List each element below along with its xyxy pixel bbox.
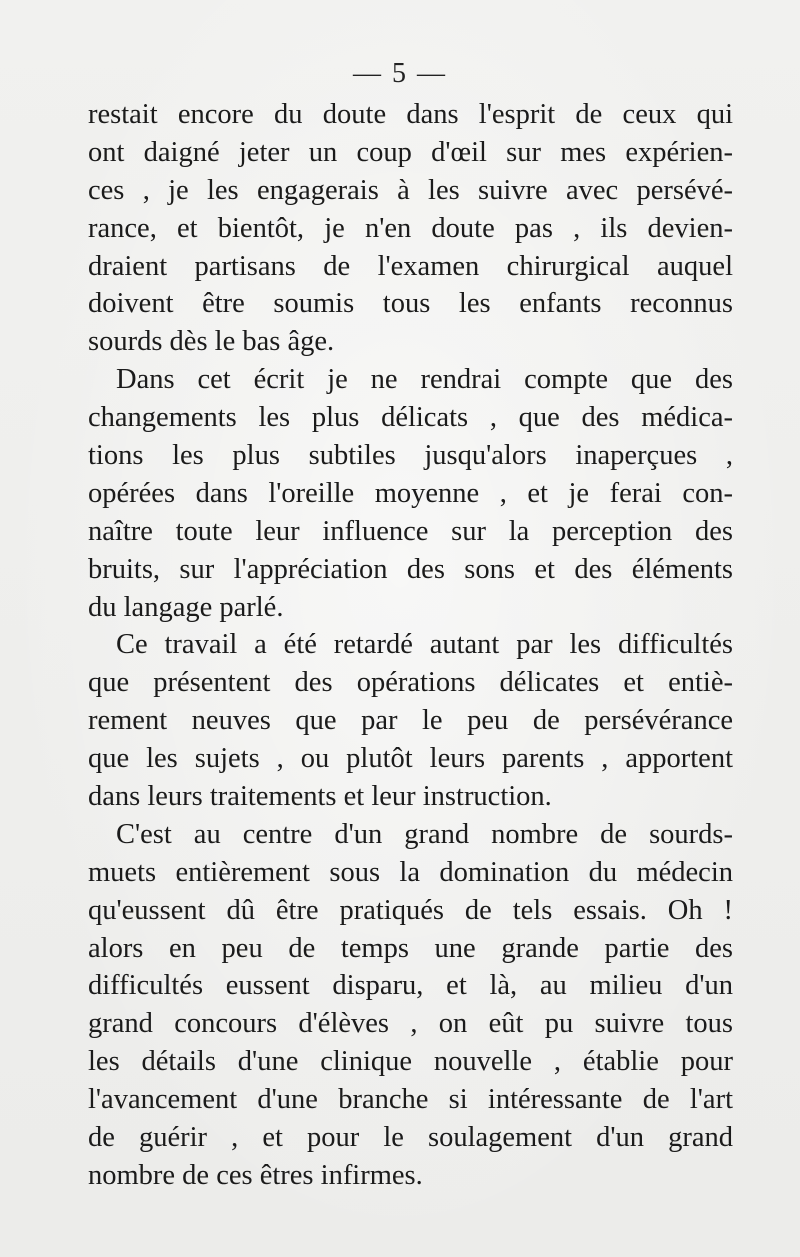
text-line: bruits, sur l'appréciation des sons et des éléments <box>88 553 733 585</box>
text-line: tions les plus subtiles jusqu'alors inaperçues , <box>88 440 733 472</box>
body-text <box>88 96 733 1195</box>
text-line: alors en peu de temps une grande partie des <box>88 932 733 964</box>
text-line: naître toute leur influence sur la perception des <box>88 515 733 547</box>
text-line: que les sujets , ou plutôt leurs parents , apportent <box>88 743 733 775</box>
text-line: sourds dès le bas âge. <box>88 326 335 358</box>
text-line: rance, et bientôt, je n'en doute pas , ils devien- <box>88 212 733 244</box>
paragraph <box>88 626 733 815</box>
text-line: draient partisans de l'examen chirurgical auquel <box>88 250 733 282</box>
text-line: nombre de ces êtres infirmes. <box>88 1159 423 1191</box>
text-line: dans leurs traitements et leur instruction. <box>88 781 552 813</box>
text-line: C'est au centre d'un grand nombre de sourds- <box>116 818 733 850</box>
text-line: difficultés eussent disparu, et là, au milieu d'un <box>88 970 733 1002</box>
text-line: du langage parlé. <box>88 591 284 623</box>
text-line: ces , je les engagerais à les suivre avec persévé- <box>88 174 733 206</box>
text-line: rement neuves que par le peu de persévérance <box>88 705 733 737</box>
text-line: les détails d'une clinique nouvelle , établie pour <box>88 1046 733 1078</box>
page-number: — 5 — <box>353 58 447 89</box>
paragraph <box>88 96 733 361</box>
text-line: grand concours d'élèves , on eût pu suivre tous <box>88 1008 733 1040</box>
text-line: l'avancement d'une branche si intéressante de l'art <box>88 1084 733 1116</box>
text-line: que présentent des opérations délicates et entiè- <box>88 667 733 699</box>
paragraph <box>88 361 733 626</box>
paragraph <box>88 816 733 1195</box>
text-line: Ce travail a été retardé autant par les difficultés <box>116 629 733 661</box>
text-line: changements les plus délicats , que des médica- <box>88 402 733 434</box>
text-line: opérées dans l'oreille moyenne , et je ferai con- <box>88 477 733 509</box>
text-line: ont daigné jeter un coup d'œil sur mes expérien- <box>88 136 733 168</box>
text-line: restait encore du doute dans l'esprit de ceux qui <box>88 99 733 130</box>
text-line: de guérir , et pour le soulagement d'un grand <box>88 1122 733 1154</box>
text-line: Dans cet écrit je ne rendrai compte que des <box>116 364 733 396</box>
text-line: doivent être soumis tous les enfants reconnus <box>88 288 733 320</box>
text-line: muets entièrement sous la domination du médecin <box>88 856 733 888</box>
text-line: qu'eussent dû être pratiqués de tels essais. Oh ! <box>88 894 733 926</box>
